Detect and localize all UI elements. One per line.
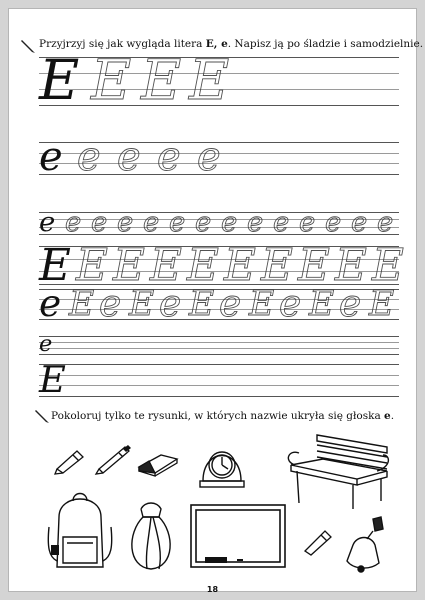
ruled-line (39, 385, 399, 386)
ruled-line (39, 375, 399, 376)
letter-trace: E (76, 239, 108, 291)
letter-trace: E (113, 239, 145, 291)
bell[interactable] (343, 515, 387, 575)
ruled-line (39, 354, 399, 355)
sack[interactable] (123, 497, 179, 573)
letter-trace: e (325, 205, 342, 238)
letter-trace: E (298, 239, 330, 291)
letter-trace: e (247, 205, 264, 238)
letter-trace: e (169, 205, 186, 238)
letter-trace: E (335, 239, 367, 291)
ruled-line (39, 396, 399, 397)
pen[interactable] (93, 441, 133, 475)
letter-trace: e (197, 134, 221, 181)
letter-trace: E (261, 239, 293, 291)
letter-trace: e (159, 280, 182, 325)
writing-row[interactable] (39, 331, 399, 358)
crayon[interactable] (53, 445, 87, 475)
letter-trace: e (351, 205, 368, 238)
writing-row[interactable] (39, 358, 399, 402)
letter-trace: e (273, 205, 290, 238)
letter-trace: E (309, 284, 335, 325)
letter-trace: E (91, 49, 132, 114)
picture-area (39, 437, 399, 577)
writing-row[interactable] (39, 49, 399, 114)
letter-sample: e (39, 331, 53, 358)
letter-trace: E (369, 284, 395, 325)
eraser[interactable] (135, 451, 181, 477)
ruled-line (39, 336, 399, 337)
letter-sample: e (39, 134, 63, 181)
letter-trace: E (189, 49, 230, 114)
letter-sample: E (39, 239, 71, 291)
letter-trace: E (372, 239, 404, 291)
letter-trace: E (150, 239, 182, 291)
backpack[interactable] (45, 487, 117, 571)
letter-trace: e (143, 205, 160, 238)
letter-trace: E (141, 49, 182, 114)
letter-trace: e (117, 205, 134, 238)
ruled-line (39, 348, 399, 349)
letter-trace: e (91, 205, 108, 238)
writing-row[interactable] (39, 239, 404, 291)
pencil-icon (19, 37, 37, 55)
clock[interactable] (197, 437, 247, 489)
letter-trace: E (249, 284, 275, 325)
letter-sample: E (39, 49, 80, 114)
ruled-line (39, 342, 399, 343)
writing-row[interactable] (39, 205, 399, 238)
letter-trace: E (189, 284, 215, 325)
letter-trace: E (224, 239, 256, 291)
letter-trace: e (117, 134, 141, 181)
task1-text: Przyjrzyj się jak wygląda litera (39, 38, 206, 50)
bench[interactable] (287, 431, 393, 511)
letter-trace: e (221, 205, 238, 238)
letter-trace: E (187, 239, 219, 291)
letter-trace: e (195, 205, 212, 238)
writing-row[interactable] (39, 280, 399, 325)
letter-trace: e (377, 205, 394, 238)
letter-trace: E (69, 284, 95, 325)
letter-trace: e (339, 280, 362, 325)
task2-text-end: . (390, 410, 395, 422)
letter-trace: e (99, 280, 122, 325)
task1-text-end: . Napisz ją po śladzie i samodzielnie. (227, 38, 424, 50)
task2-text: Pokoloruj tylko te rysunki, w których nazwie ukryła się głoska (51, 410, 385, 422)
task2-instruction (51, 409, 394, 423)
letter-trace: e (219, 280, 242, 325)
letter-trace: e (299, 205, 316, 238)
letter-sample: e (39, 205, 56, 238)
letter-sample: e (39, 280, 62, 325)
ruled-line (39, 364, 399, 365)
worksheet-page (8, 8, 424, 594)
chalk[interactable] (301, 527, 333, 557)
letter-trace: E (129, 284, 155, 325)
writing-row[interactable] (39, 134, 399, 181)
page-number: 18 (206, 585, 219, 594)
letter-trace: e (157, 134, 181, 181)
task2-letter: e (384, 410, 391, 422)
letter-trace: e (77, 134, 101, 181)
letter-sample: E (39, 358, 66, 402)
task1-letters: E, e (205, 38, 228, 50)
blackboard[interactable] (189, 503, 287, 569)
pencil-icon-2 (33, 407, 51, 425)
letter-trace: e (279, 280, 302, 325)
letter-trace: e (65, 205, 82, 238)
